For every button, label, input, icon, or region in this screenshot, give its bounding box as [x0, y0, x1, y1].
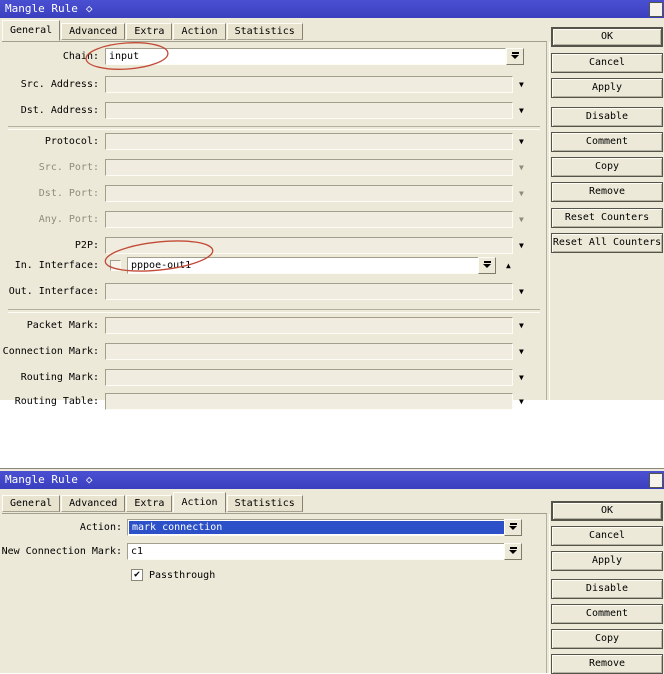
dst-port-field — [105, 185, 513, 202]
field-row-protocol — [0, 133, 547, 150]
combo-arrow-icon — [509, 550, 517, 554]
diamond-icon: ◇ — [85, 473, 93, 486]
chain-label: Chain: — [62, 51, 99, 62]
section-separator — [8, 126, 540, 130]
cancel-button[interactable]: Cancel — [551, 53, 663, 73]
window-title: Mangle Rule — [5, 2, 78, 15]
new-connection-mark-label: New Connection Mark: — [1, 546, 122, 557]
out-interface-dropdown-icon[interactable]: ▼ — [519, 287, 524, 296]
field-row-passthrough — [0, 567, 547, 584]
connection-mark-label: Connection Mark: — [2, 346, 99, 357]
action-input[interactable] — [127, 519, 508, 536]
window-title: Mangle Rule — [5, 473, 78, 486]
field-row-new-connection-mark — [0, 543, 547, 560]
any-port-label: Any. Port: — [38, 214, 99, 225]
passthrough-checkbox[interactable] — [131, 569, 143, 581]
tab-statistics[interactable]: Statistics — [227, 23, 303, 40]
p2p-dropdown-icon[interactable]: ▼ — [519, 241, 524, 250]
dst-address-label: Dst. Address: — [20, 105, 99, 116]
close-icon[interactable] — [649, 2, 663, 17]
in-interface-collapse-icon[interactable]: ▲ — [506, 261, 511, 270]
chain-value: input — [109, 51, 140, 62]
routing-table-dropdown-icon[interactable]: ▼ — [519, 397, 524, 406]
dst-port-label: Dst. Port: — [38, 188, 99, 199]
comment-button[interactable]: Comment — [551, 604, 663, 624]
content-button-divider — [546, 514, 550, 673]
tab-extra[interactable]: Extra — [126, 495, 172, 512]
src-port-dropdown-icon: ▼ — [519, 163, 524, 172]
copy-button[interactable]: Copy — [551, 157, 663, 177]
new-connection-mark-value: c1 — [131, 546, 144, 557]
packet-mark-field[interactable] — [105, 317, 513, 334]
combo-bar-icon — [484, 261, 491, 263]
action-value: mark connection — [132, 522, 223, 533]
src-address-dropdown-icon[interactable]: ▼ — [519, 80, 524, 89]
tab-statistics[interactable]: Statistics — [227, 495, 303, 512]
cancel-button[interactable]: Cancel — [551, 526, 663, 546]
field-row-p2p — [0, 237, 547, 254]
p2p-field[interactable] — [105, 237, 513, 254]
src-address-field[interactable] — [105, 76, 513, 93]
apply-button[interactable]: Apply — [551, 78, 663, 98]
dst-address-dropdown-icon[interactable]: ▼ — [519, 106, 524, 115]
comment-button[interactable]: Comment — [551, 132, 663, 152]
reset-counters-button[interactable]: Reset Counters — [551, 208, 663, 228]
chain-input[interactable] — [105, 48, 506, 65]
protocol-label: Protocol: — [44, 136, 99, 147]
protocol-dropdown-icon[interactable]: ▼ — [519, 137, 524, 146]
field-row-routing-mark — [0, 369, 547, 386]
dst-port-dropdown-icon: ▼ — [519, 189, 524, 198]
combo-bar-icon — [510, 523, 517, 525]
mangle-rule-window-action — [0, 468, 664, 673]
combo-arrow-icon — [511, 55, 519, 59]
combo-bar-icon — [512, 52, 519, 54]
any-port-dropdown-icon: ▼ — [519, 215, 524, 224]
p2p-label: P2P: — [74, 240, 99, 251]
src-port-field — [105, 159, 513, 176]
connection-mark-dropdown-icon[interactable]: ▼ — [519, 347, 524, 356]
field-row-routing-table — [0, 393, 547, 410]
window-titlebar[interactable] — [0, 471, 664, 489]
check-icon: ✔ — [133, 569, 141, 580]
copy-button[interactable]: Copy — [551, 629, 663, 649]
field-row-dst-address — [0, 102, 547, 119]
tab-advanced[interactable]: Advanced — [61, 495, 125, 512]
window-titlebar[interactable] — [0, 0, 664, 18]
routing-mark-label: Routing Mark: — [20, 372, 99, 383]
new-connection-mark-input[interactable] — [127, 543, 507, 560]
in-interface-label: In. Interface: — [14, 260, 99, 271]
dst-address-field[interactable] — [105, 102, 513, 119]
tab-advanced[interactable]: Advanced — [61, 23, 125, 40]
remove-button[interactable]: Remove — [551, 182, 663, 202]
out-interface-field[interactable] — [105, 283, 513, 300]
remove-button[interactable]: Remove — [551, 654, 663, 674]
field-row-src-address — [0, 76, 547, 93]
passthrough-label: Passthrough — [149, 570, 216, 581]
in-interface-input[interactable] — [127, 257, 481, 274]
protocol-field[interactable] — [105, 133, 513, 150]
field-row-dst-port — [0, 185, 547, 202]
action-combo-button[interactable] — [504, 519, 522, 536]
packet-mark-label: Packet Mark: — [26, 320, 99, 331]
in-interface-not-checkbox[interactable] — [110, 260, 121, 271]
field-row-any-port — [0, 211, 547, 228]
chain-combo-button[interactable] — [506, 48, 524, 65]
packet-mark-dropdown-icon[interactable]: ▼ — [519, 321, 524, 330]
out-interface-label: Out. Interface: — [8, 286, 99, 297]
field-row-action — [0, 519, 547, 536]
ok-button[interactable]: OK — [551, 501, 663, 521]
apply-button[interactable]: Apply — [551, 551, 663, 571]
src-address-label: Src. Address: — [20, 79, 99, 90]
in-interface-combo-button[interactable] — [478, 257, 496, 274]
section-separator — [8, 309, 540, 313]
combo-bar-icon — [510, 547, 517, 549]
src-port-label: Src. Port: — [38, 162, 99, 173]
close-icon[interactable] — [649, 473, 663, 488]
combo-arrow-icon — [509, 526, 517, 530]
tab-bar — [2, 492, 547, 514]
new-connection-mark-combo-button[interactable] — [504, 543, 522, 560]
field-row-connection-mark — [0, 343, 547, 360]
tab-general[interactable]: General — [2, 20, 60, 41]
tab-bar — [2, 20, 547, 42]
routing-mark-field[interactable] — [105, 369, 513, 386]
disable-button[interactable]: Disable — [551, 107, 663, 127]
tab-extra[interactable]: Extra — [126, 23, 172, 40]
field-row-out-interface — [0, 283, 547, 300]
routing-mark-dropdown-icon[interactable]: ▼ — [519, 373, 524, 382]
tab-general[interactable]: General — [2, 495, 60, 512]
routing-table-field[interactable] — [105, 393, 513, 410]
diamond-icon: ◇ — [85, 2, 93, 15]
connection-mark-field[interactable] — [105, 343, 513, 360]
action-label: Action: — [79, 522, 122, 533]
in-interface-value: pppoe-out1 — [131, 260, 192, 271]
field-row-packet-mark — [0, 317, 547, 334]
ok-button[interactable]: OK — [551, 27, 663, 47]
field-row-src-port — [0, 159, 547, 176]
field-row-in-interface — [0, 257, 547, 274]
tab-action[interactable]: Action — [173, 23, 225, 40]
any-port-field — [105, 211, 513, 228]
reset-all-counters-button[interactable]: Reset All Counters — [551, 233, 663, 253]
field-row-chain — [0, 48, 547, 65]
combo-arrow-icon — [483, 264, 491, 268]
tab-action[interactable]: Action — [173, 492, 225, 513]
disable-button[interactable]: Disable — [551, 579, 663, 599]
routing-table-label: Routing Table: — [14, 396, 99, 407]
